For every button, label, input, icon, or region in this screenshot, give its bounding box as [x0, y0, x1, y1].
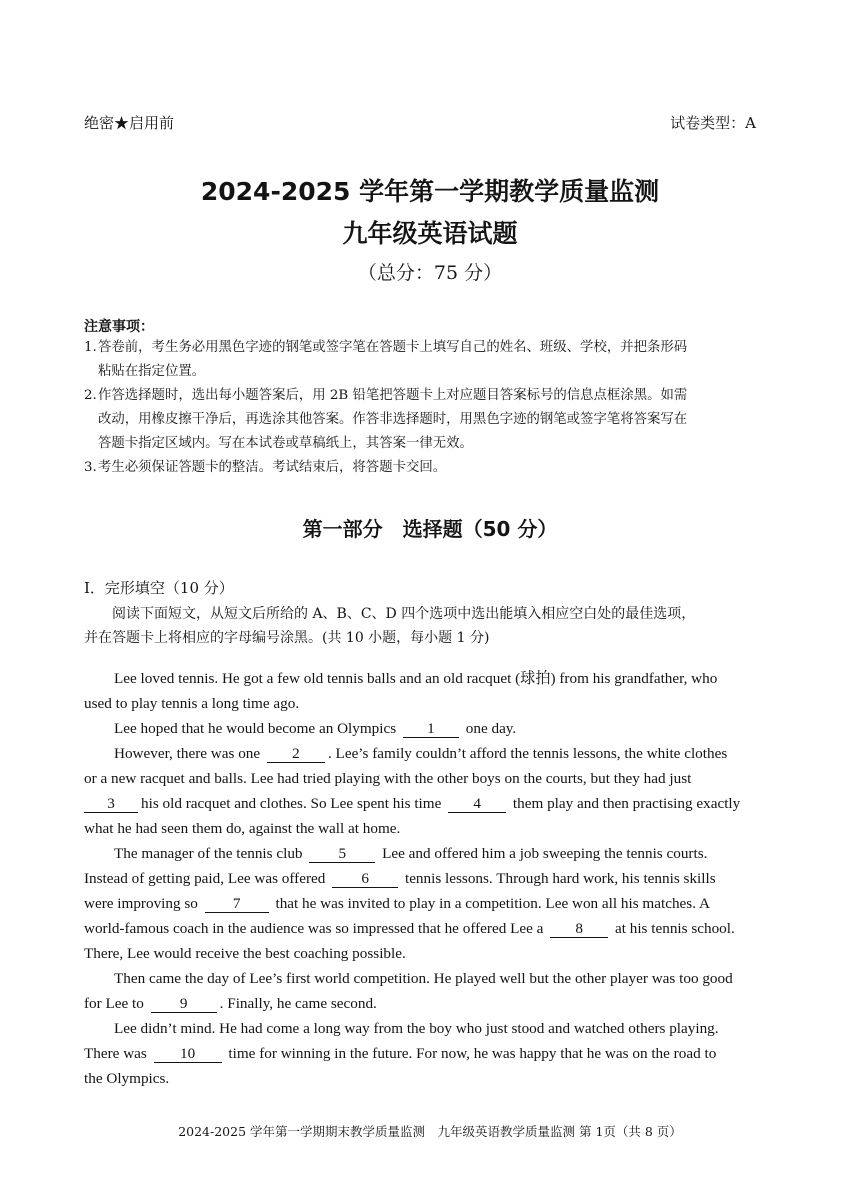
blank-9: 9 [151, 995, 217, 1013]
section-instruction [84, 602, 774, 650]
passage-line: 3 his old racquet and clothes. So Lee spent his time 4 them play and then practising exactly [84, 791, 776, 816]
exam-subject-title: 九年级英语试题 [342, 219, 518, 248]
instruction-line: 并在答题卡上将相应的字母编号涂黑。(共 10 小题，每小题 1 分) [84, 630, 490, 646]
note-number: 1. [84, 340, 97, 355]
blank-1: 1 [403, 720, 459, 738]
note-line: 答卷前，考生务必用黑色字迹的钢笔或签字笔在答题卡上填写自己的姓名、班级、学校，并把条形码 [98, 340, 688, 355]
passage-line: There, Lee would receive the best coaching possible. [84, 945, 406, 962]
passage-line: were improving so 7 that he was invited to play in a competition. Lee won all his matches. A [84, 895, 710, 912]
passage-line: The manager of the tennis club 5 Lee and offered him a job sweeping the tennis courts. [114, 845, 708, 862]
instruction-line: 阅读下面短文，从短文后所给的 A、B、C、D 四个选项中选出能填入相应空白处的最佳选项， [112, 606, 696, 622]
blank-2: 2 [267, 745, 325, 763]
note-line: 粘贴在指定位置。 [98, 364, 206, 379]
note-line: 答题卡指定区域内。写在本试卷或草稿纸上，其答案一律无效。 [98, 436, 473, 451]
total-score: （总分：75 分） [357, 262, 503, 284]
blank-7: 7 [205, 895, 269, 913]
note-item [84, 336, 784, 384]
paper-type-label: 试卷类型：A [670, 114, 756, 132]
note-number: 3. [84, 460, 97, 475]
blank-4: 4 [448, 795, 506, 813]
page-footer: 2024-2025 学年第一学期期末教学质量监测 九年级英语教学质量监测 第 1页（共 8 页） [178, 1124, 682, 1139]
blank-3: 3 [84, 795, 138, 813]
note-line: 考生必须保证答题卡的整洁。考试结束后，将答题卡交回。 [98, 460, 447, 475]
note-number: 2. [84, 388, 97, 403]
passage-line: However, there was one 2 . Lee’s family couldn’t afford the tennis lessons, the white clothes [114, 745, 728, 762]
passage-line: Then came the day of Lee’s first world competition. He played well but the other player was too good [114, 970, 733, 987]
passage-line: the Olympics. [84, 1070, 170, 1087]
note-item [84, 456, 784, 480]
notes-list [84, 336, 784, 480]
blank-8: 8 [550, 920, 608, 938]
passage-line: for Lee to 9 . Finally, he came second. [84, 995, 377, 1012]
section-title: I．完形填空（10 分） [84, 579, 234, 597]
passage-line: Lee hoped that he would become an Olympics 1 one day. [114, 720, 517, 737]
passage-line: used to play tennis a long time ago. [84, 695, 300, 712]
cloze-passage [84, 666, 776, 1091]
blank-6: 6 [332, 870, 398, 888]
passage-line: world-famous coach in the audience was so impressed that he offered Lee a 8 at his tennis school. [84, 920, 735, 937]
part-title: 第一部分 选择题（50 分） [302, 517, 558, 541]
passage-line: Instead of getting paid, Lee was offered 6 tennis lessons. Through hard work, his tennis skills [84, 870, 716, 887]
notes-heading: 注意事项： [84, 319, 154, 335]
passage-line: what he had seen them do, against the wall at home. [84, 820, 401, 837]
passage-line: There was 10 time for winning in the future. For now, he was happy that he was on the road to [84, 1045, 717, 1062]
blank-10: 10 [154, 1045, 222, 1063]
passage-line: Lee loved tennis. He got a few old tennis balls and an old racquet (球拍) from his grandfather, who [114, 670, 718, 687]
confidential-label: 绝密★启用前 [84, 114, 175, 132]
passage-line: Lee didn’t mind. He had come a long way from the boy who just stood and watched others playing. [114, 1020, 719, 1037]
note-line: 改动，用橡皮擦干净后，再选涂其他答案。作答非选择题时，用黑色字迹的钢笔或签字笔将答案写在 [98, 412, 688, 427]
note-line: 作答选择题时，选出每小题答案后，用 2B 铅笔把答题卡上对应题目答案标号的信息点框涂黑。如需 [98, 388, 688, 403]
exam-title: 2024-2025 学年第一学期教学质量监测 [200, 177, 660, 206]
blank-5: 5 [309, 845, 375, 863]
passage-line: or a new racquet and balls. Lee had tried playing with the other boys on the courts, but they had just [84, 770, 692, 787]
note-item [84, 384, 784, 456]
